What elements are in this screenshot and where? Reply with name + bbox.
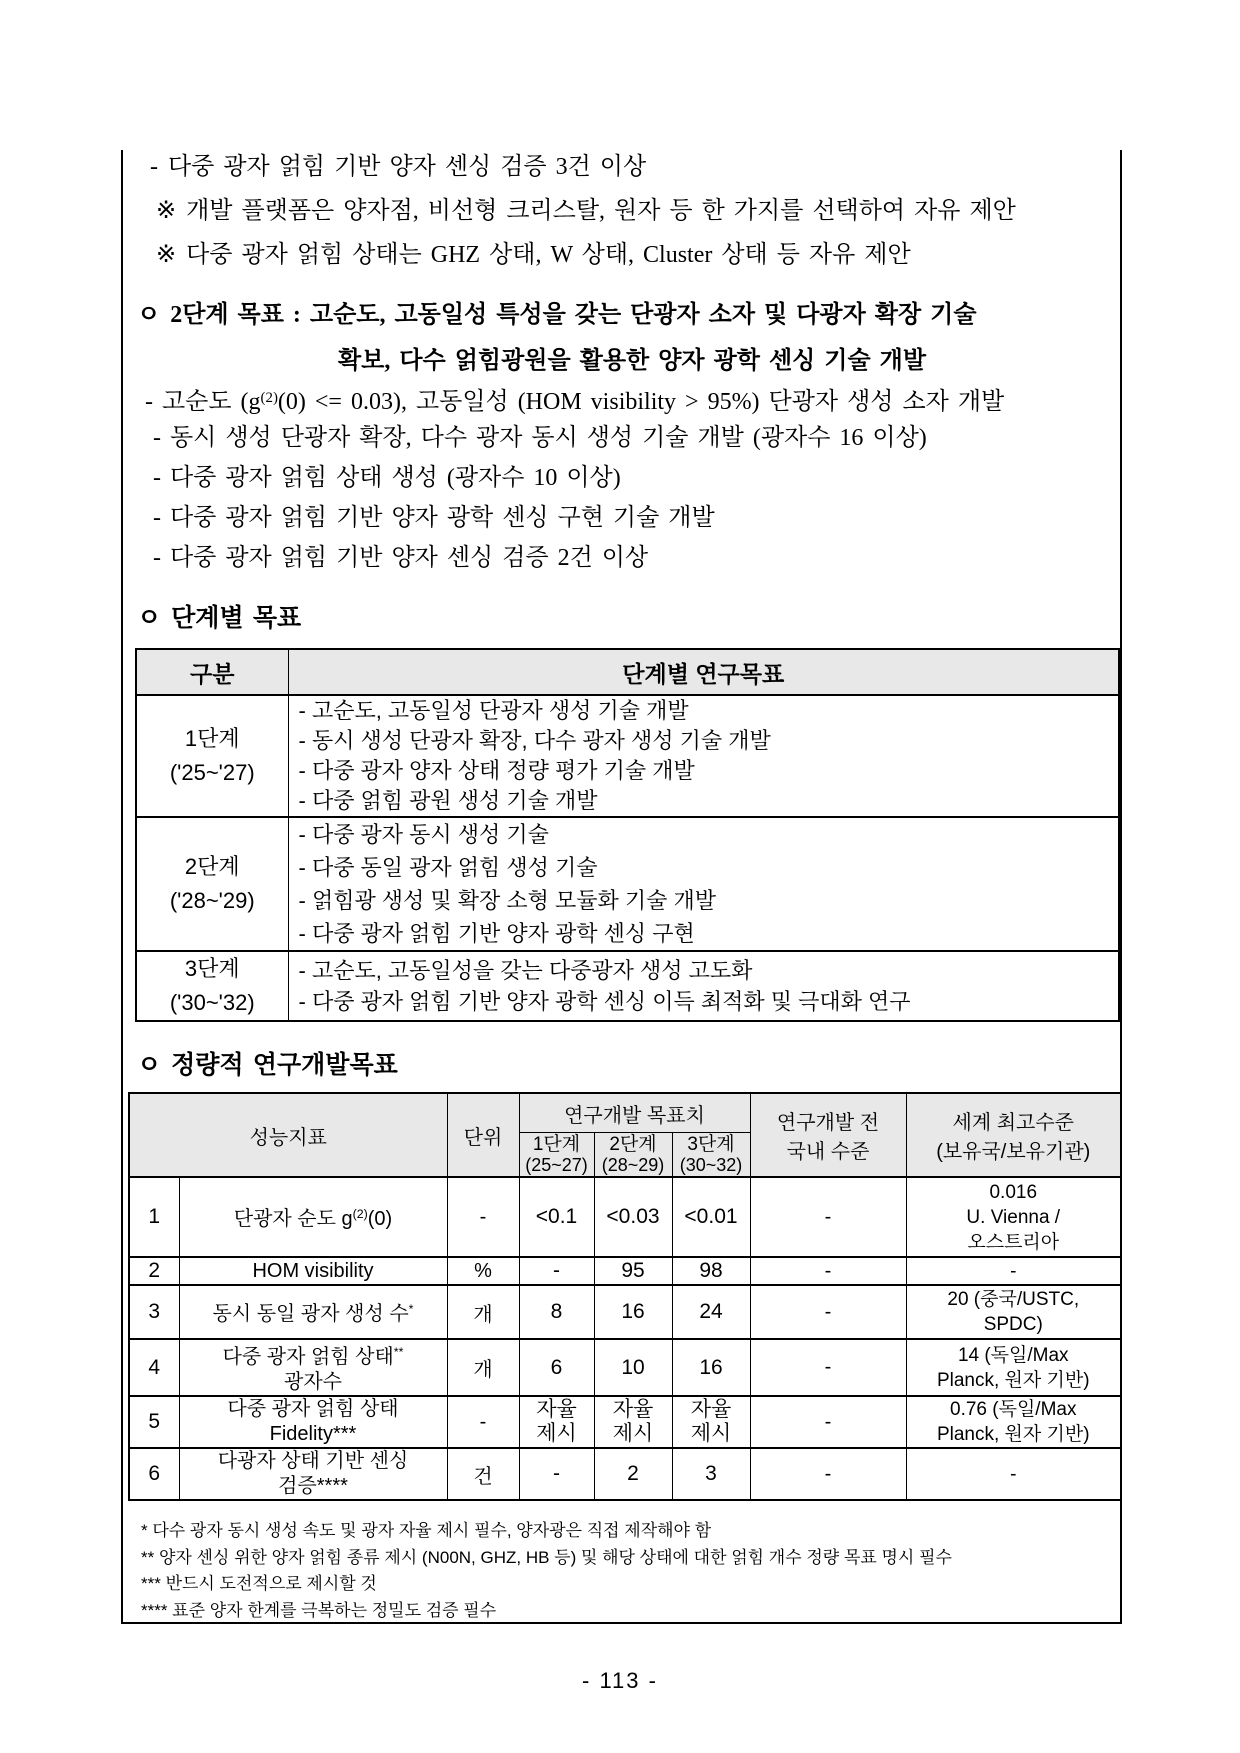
- col-header-category: 구분: [136, 649, 288, 695]
- purity-post: (0) <= 0.03), 고동일성 (HOM visibility > 95%) 단광자 생성 소자 개발: [277, 389, 1005, 415]
- indicator-name: [179, 1339, 447, 1396]
- header-performance-indicator: 성능지표: [129, 1093, 447, 1177]
- header-domestic: [750, 1093, 906, 1177]
- footnote-3: *** 반드시 도전적으로 제시할 것: [141, 1574, 377, 1593]
- unit-cell: 개: [447, 1339, 519, 1396]
- stage2-bullet-5: - 다중 광자 얽힘 기반 양자 센싱 검증 2건 이상: [153, 545, 649, 571]
- stage2-bullet-2: - 동시 생성 단광자 확장, 다수 광자 동시 생성 기술 개발 (광자수 16 이상): [153, 425, 927, 451]
- quant-row-3: [129, 1285, 1121, 1339]
- footnote-1: * 다수 광자 동시 생성 속도 및 광자 자율 제시 필수, 양자광은 직접 제작해야 함: [141, 1521, 712, 1540]
- header-domestic-line2: 국내 수준: [786, 1141, 870, 1163]
- row-number: 6: [129, 1448, 179, 1500]
- table-row: [136, 951, 1119, 1021]
- stage2-bullet-4: - 다중 광자 얽힘 기반 양자 광학 센싱 구현 기술 개발: [153, 505, 715, 531]
- stage2-title-line1: [137, 300, 977, 330]
- col-header-goals: 단계별 연구목표: [288, 649, 1119, 695]
- domestic-level: -: [750, 1396, 906, 1448]
- world-best: [906, 1285, 1121, 1339]
- header-stage3: [672, 1133, 750, 1178]
- goal-item: - 고순도, 고동일성을 갖는 다중광자 생성 고도화: [298, 958, 753, 983]
- world-line: SPDC): [983, 1314, 1043, 1335]
- target-line: 제시: [536, 1422, 577, 1445]
- purity-pre: - 고순도 (g: [145, 389, 261, 415]
- goal-item: - 다중 광자 얽힘 기반 양자 광학 센싱 구현: [298, 921, 695, 946]
- stage2-target: [594, 1396, 672, 1448]
- world-best: [906, 1339, 1121, 1396]
- header-world-line1: 세계 최고수준: [952, 1112, 1074, 1134]
- unit-cell: -: [447, 1177, 519, 1257]
- content-box: [121, 150, 1122, 1624]
- target-line: 자율: [690, 1398, 732, 1421]
- header-unit: 단위: [447, 1093, 519, 1177]
- name-sup: (2): [352, 1207, 368, 1221]
- name-line2: 광자수: [284, 1371, 342, 1393]
- world-line: Planck, 원자 기반): [936, 1424, 1090, 1445]
- stage2-target: <0.03: [594, 1177, 672, 1257]
- stage1-cell: [136, 695, 288, 817]
- intro-bullet-3: [156, 240, 911, 270]
- name-sup: *: [408, 1302, 414, 1316]
- stage3-target: 98: [672, 1257, 750, 1285]
- stage3-goals: [288, 951, 1119, 1021]
- quant-row-2: [129, 1257, 1121, 1285]
- indicator-name: [179, 1396, 447, 1448]
- circle-marker: ㅇ: [137, 1052, 162, 1079]
- name-pre: 다중 광자 얽힘 상태: [227, 1398, 399, 1420]
- row-number: 5: [129, 1396, 179, 1448]
- stage2-label: 2단계: [609, 1133, 657, 1155]
- world-line: 0.76 (독일/Max: [950, 1399, 1077, 1420]
- stage-period: ('25~'27): [169, 760, 255, 785]
- intro-bullet-1: [150, 152, 646, 182]
- world-best: -: [906, 1257, 1121, 1285]
- stage2-period: (28~29): [601, 1154, 665, 1175]
- header-target-group: 연구개발 목표치: [519, 1093, 750, 1133]
- stage1-target: -: [519, 1448, 594, 1500]
- circle-marker: ㅇ: [137, 605, 162, 632]
- stage3-cell: [136, 951, 288, 1021]
- domestic-level: -: [750, 1285, 906, 1339]
- stage2-bullet-3: - 다중 광자 얽힘 상태 생성 (광자수 10 이상): [153, 465, 621, 491]
- goal-item: - 얽힘광 생성 및 확장 소형 모듈화 기술 개발: [298, 888, 717, 913]
- stage-label: 2단계: [184, 854, 240, 879]
- unit-cell: 건: [447, 1448, 519, 1500]
- stage1-target: 8: [519, 1285, 594, 1339]
- footnote-4: **** 표준 양자 한계를 극복하는 정밀도 검증 필수: [141, 1600, 497, 1620]
- intro-bullet-2-text: 개발 플랫폼은 양자점, 비선형 크리스탈, 원자 등 한 가지를 선택하여 자유 제안: [186, 198, 1016, 224]
- stage-goals-header-row: [136, 649, 1119, 695]
- goal-item: - 고순도, 고동일성 단광자 생성 기술 개발: [298, 698, 689, 723]
- name-pre: 동시 동일 광자 생성 수: [212, 1303, 409, 1325]
- footnotes: [141, 1518, 952, 1624]
- unit-cell: -: [447, 1396, 519, 1448]
- header-world-line2: (보유국/보유기관): [936, 1141, 1091, 1163]
- indicator-name: [179, 1285, 447, 1339]
- stage2-cell: [136, 817, 288, 951]
- reference-marker: ※: [156, 242, 177, 268]
- stage2-target: 10: [594, 1339, 672, 1396]
- row-number: 1: [129, 1177, 179, 1257]
- circle-marker: ㅇ: [137, 302, 161, 328]
- stage1-label: 1단계: [532, 1133, 581, 1155]
- world-line: 0.016: [989, 1181, 1038, 1203]
- header-world-best: [906, 1093, 1121, 1177]
- world-best: [906, 1177, 1121, 1257]
- target-line: 자율: [536, 1398, 577, 1421]
- unit-cell: %: [447, 1257, 519, 1285]
- quant-goals-table: [128, 1092, 1122, 1501]
- stage1-goals: [288, 695, 1119, 817]
- quant-header-row-1: [129, 1093, 1121, 1133]
- goal-item: - 다중 얽힘 광원 생성 기술 개발: [298, 788, 598, 813]
- footnote-2: ** 양자 센싱 위한 양자 얽힘 종류 제시 (N00N, GHZ, HB 등) 및 해당 상태에 대한 얽힘 개수 정량 목표 명시 필수: [141, 1547, 952, 1567]
- domestic-level: -: [750, 1448, 906, 1500]
- stage1-period: (25~27): [525, 1154, 588, 1175]
- stage3-target: [672, 1396, 750, 1448]
- table-row: [136, 695, 1119, 817]
- purity-sup: (2): [260, 390, 278, 406]
- stage2-target: 2: [594, 1448, 672, 1500]
- stage-goals-heading: [137, 598, 301, 634]
- header-stage2: [594, 1133, 672, 1178]
- stage-label: 1단계: [184, 726, 240, 751]
- stage1-target: 6: [519, 1339, 594, 1396]
- name-line2: 검증****: [278, 1475, 348, 1497]
- name-pre: 다중 광자 얽힘 상태: [222, 1346, 394, 1368]
- stage3-target: 3: [672, 1448, 750, 1500]
- stage-goals-heading-text: 단계별 목표: [171, 605, 302, 632]
- target-line: 제시: [612, 1422, 654, 1445]
- indicator-name: [179, 1257, 447, 1285]
- goal-item: - 다중 광자 동시 생성 기술: [298, 822, 549, 847]
- header-domestic-line1: 연구개발 전: [776, 1112, 880, 1134]
- stage1-target: -: [519, 1257, 594, 1285]
- stage2-target: 16: [594, 1285, 672, 1339]
- stage1-target: <0.1: [519, 1177, 594, 1257]
- intro-bullet-2: [156, 196, 1016, 226]
- row-number: 3: [129, 1285, 179, 1339]
- stage3-target: 24: [672, 1285, 750, 1339]
- target-line: 자율: [612, 1398, 654, 1421]
- stage-period: ('30~'32): [169, 990, 255, 1015]
- stage3-target: <0.01: [672, 1177, 750, 1257]
- indicator-name: [179, 1448, 447, 1500]
- table-row: [136, 817, 1119, 951]
- quant-row-4: [129, 1339, 1121, 1396]
- goal-item: - 다중 동일 광자 얽힘 생성 기술: [298, 855, 598, 880]
- world-line: Planck, 원자 기반): [936, 1369, 1090, 1391]
- goal-item: - 다중 광자 양자 상태 정량 평가 기술 개발: [298, 758, 695, 783]
- name-pre: 단광자 순도 g: [233, 1208, 353, 1230]
- target-line: 제시: [690, 1422, 732, 1445]
- stage3-label: 3단계: [687, 1133, 735, 1155]
- row-number: 4: [129, 1339, 179, 1396]
- stage2-title-line2: 확보, 다수 얽힘광원을 활용한 양자 광학 센싱 기술 개발: [338, 348, 927, 374]
- reference-marker: ※: [156, 198, 177, 224]
- quant-row-1: [129, 1177, 1121, 1257]
- name-pre: HOM visibility: [252, 1259, 374, 1282]
- intro-bullet-3-text: 다중 광자 얽힘 상태는 GHZ 상태, W 상태, Cluster 상태 등 자유 제안: [186, 242, 911, 268]
- stage3-period: (30~32): [679, 1154, 743, 1175]
- quant-row-5: [129, 1396, 1121, 1448]
- domestic-level: -: [750, 1177, 906, 1257]
- dash-marker: -: [150, 154, 158, 180]
- world-best: [906, 1396, 1121, 1448]
- intro-bullet-1-text: 다중 광자 얽힘 기반 양자 센싱 검증 3건 이상: [168, 154, 647, 180]
- quant-goals-heading: [137, 1045, 398, 1081]
- name-sup: **: [393, 1345, 404, 1359]
- indicator-name: [179, 1177, 447, 1257]
- stage-label: 3단계: [184, 956, 240, 981]
- world-line: 14 (독일/Max: [957, 1344, 1069, 1366]
- stage1-target: [519, 1396, 594, 1448]
- quant-goals-heading-text: 정량적 연구개발목표: [171, 1052, 398, 1079]
- world-line: 20 (중국/USTC,: [947, 1289, 1080, 1310]
- name-line2: Fidelity***: [269, 1423, 357, 1445]
- domestic-level: -: [750, 1257, 906, 1285]
- stage2-bullet-purity: [145, 383, 1004, 417]
- stage2-title-line1-text: 2단계 목표 : 고순도, 고동일성 특성을 갖는 단광자 소자 및 다광자 확장 기술: [170, 302, 977, 328]
- page-number: - 113 -: [582, 1668, 658, 1693]
- goal-item: - 다중 광자 얽힘 기반 양자 광학 센싱 이득 최적화 및 극대화 연구: [298, 989, 911, 1014]
- goal-item: - 동시 생성 단광자 확장, 다수 광자 생성 기술 개발: [298, 728, 771, 753]
- world-line: U. Vienna /: [966, 1206, 1061, 1228]
- quant-row-6: [129, 1448, 1121, 1500]
- stage2-goals: [288, 817, 1119, 951]
- world-best: -: [906, 1448, 1121, 1500]
- name-post: (0): [367, 1208, 393, 1230]
- unit-cell: 개: [447, 1285, 519, 1339]
- header-stage1: [519, 1133, 594, 1178]
- stage-goals-table: [135, 648, 1120, 1022]
- name-pre: 다광자 상태 기반 센싱: [217, 1450, 409, 1472]
- world-line: 오스트리아: [967, 1231, 1060, 1253]
- stage3-target: 16: [672, 1339, 750, 1396]
- row-number: 2: [129, 1257, 179, 1285]
- stage2-target: 95: [594, 1257, 672, 1285]
- domestic-level: -: [750, 1339, 906, 1396]
- stage-period: ('28~'29): [169, 888, 255, 913]
